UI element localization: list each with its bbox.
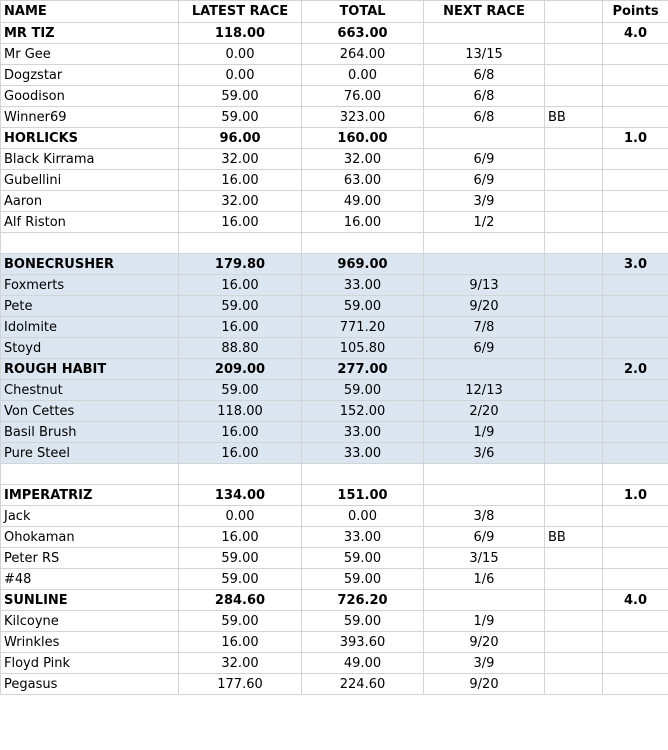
cell-extra xyxy=(545,296,603,317)
cell-next-race: 3/6 xyxy=(424,443,545,464)
cell-next-race: 6/9 xyxy=(424,338,545,359)
cell-points xyxy=(603,380,668,401)
cell-name: Peter RS xyxy=(1,548,179,569)
cell-total: 160.00 xyxy=(302,128,424,149)
cell-extra xyxy=(545,569,603,590)
header-extra xyxy=(545,1,603,23)
cell-extra xyxy=(545,464,603,485)
cell-latest-race: 59.00 xyxy=(179,611,302,632)
cell-name: Stoyd xyxy=(1,338,179,359)
cell-total: 152.00 xyxy=(302,401,424,422)
cell-total xyxy=(302,464,424,485)
cell-total: 151.00 xyxy=(302,485,424,506)
cell-points xyxy=(603,86,668,107)
cell-points xyxy=(603,632,668,653)
cell-extra xyxy=(545,422,603,443)
cell-latest-race: 96.00 xyxy=(179,128,302,149)
cell-latest-race: 16.00 xyxy=(179,317,302,338)
table-row xyxy=(1,149,668,170)
spacer-row xyxy=(1,233,668,254)
cell-latest-race: 16.00 xyxy=(179,632,302,653)
cell-total: 59.00 xyxy=(302,548,424,569)
table-row xyxy=(1,86,668,107)
cell-next-race: 3/8 xyxy=(424,506,545,527)
cell-extra: BB xyxy=(545,527,603,548)
cell-next-race: 6/9 xyxy=(424,170,545,191)
cell-extra xyxy=(545,380,603,401)
cell-latest-race: 59.00 xyxy=(179,380,302,401)
cell-extra xyxy=(545,590,603,611)
cell-latest-race: 59.00 xyxy=(179,569,302,590)
table-row xyxy=(1,674,668,695)
cell-latest-race: 88.80 xyxy=(179,338,302,359)
cell-points xyxy=(603,212,668,233)
cell-next-race: 3/9 xyxy=(424,191,545,212)
cell-total: 323.00 xyxy=(302,107,424,128)
cell-name: MR TIZ xyxy=(1,23,179,44)
cell-total: 663.00 xyxy=(302,23,424,44)
cell-name: Pegasus xyxy=(1,674,179,695)
cell-extra xyxy=(545,86,603,107)
cell-extra xyxy=(545,506,603,527)
cell-extra xyxy=(545,443,603,464)
cell-total: 771.20 xyxy=(302,317,424,338)
table-row xyxy=(1,569,668,590)
cell-extra xyxy=(545,23,603,44)
cell-latest-race: 134.00 xyxy=(179,485,302,506)
team-row xyxy=(1,359,668,380)
cell-points xyxy=(603,674,668,695)
cell-points xyxy=(603,338,668,359)
table-row xyxy=(1,44,668,65)
cell-next-race: 1/2 xyxy=(424,212,545,233)
cell-points xyxy=(603,65,668,86)
cell-next-race xyxy=(424,485,545,506)
cell-name: Wrinkles xyxy=(1,632,179,653)
cell-name: Foxmerts xyxy=(1,275,179,296)
cell-name: Idolmite xyxy=(1,317,179,338)
table-row xyxy=(1,275,668,296)
cell-next-race xyxy=(424,233,545,254)
table-row xyxy=(1,443,668,464)
cell-extra xyxy=(545,128,603,149)
cell-latest-race: 0.00 xyxy=(179,44,302,65)
cell-latest-race xyxy=(179,233,302,254)
cell-extra xyxy=(545,401,603,422)
cell-name: Von Cettes xyxy=(1,401,179,422)
cell-next-race: 6/9 xyxy=(424,527,545,548)
cell-total: 49.00 xyxy=(302,653,424,674)
cell-total: 76.00 xyxy=(302,86,424,107)
cell-next-race xyxy=(424,254,545,275)
cell-name: Winner69 xyxy=(1,107,179,128)
cell-total: 59.00 xyxy=(302,380,424,401)
cell-total: 264.00 xyxy=(302,44,424,65)
cell-latest-race: 179.80 xyxy=(179,254,302,275)
table-row xyxy=(1,170,668,191)
table-row xyxy=(1,107,668,128)
cell-next-race xyxy=(424,23,545,44)
cell-total: 33.00 xyxy=(302,527,424,548)
cell-name: Goodison xyxy=(1,86,179,107)
cell-points xyxy=(603,506,668,527)
cell-name: Mr Gee xyxy=(1,44,179,65)
cell-next-race: 9/20 xyxy=(424,674,545,695)
cell-latest-race: 16.00 xyxy=(179,212,302,233)
cell-latest-race: 59.00 xyxy=(179,86,302,107)
table-row xyxy=(1,191,668,212)
cell-extra xyxy=(545,674,603,695)
cell-name xyxy=(1,464,179,485)
cell-points xyxy=(603,44,668,65)
cell-next-race: 1/9 xyxy=(424,422,545,443)
cell-total: 224.60 xyxy=(302,674,424,695)
cell-total: 393.60 xyxy=(302,632,424,653)
cell-next-race: 1/6 xyxy=(424,569,545,590)
cell-name: Pete xyxy=(1,296,179,317)
cell-name: Black Kirrama xyxy=(1,149,179,170)
table-row xyxy=(1,317,668,338)
cell-name: Jack xyxy=(1,506,179,527)
cell-latest-race: 284.60 xyxy=(179,590,302,611)
cell-points xyxy=(603,170,668,191)
table-row xyxy=(1,632,668,653)
cell-total: 59.00 xyxy=(302,611,424,632)
cell-latest-race: 0.00 xyxy=(179,506,302,527)
cell-points xyxy=(603,149,668,170)
cell-points xyxy=(603,191,668,212)
cell-extra xyxy=(545,653,603,674)
cell-next-race: 12/13 xyxy=(424,380,545,401)
cell-extra xyxy=(545,65,603,86)
team-row xyxy=(1,590,668,611)
cell-points xyxy=(603,275,668,296)
cell-next-race: 9/20 xyxy=(424,632,545,653)
cell-latest-race xyxy=(179,464,302,485)
cell-next-race xyxy=(424,590,545,611)
cell-extra xyxy=(545,548,603,569)
cell-name: Gubellini xyxy=(1,170,179,191)
cell-total: 16.00 xyxy=(302,212,424,233)
table-row xyxy=(1,653,668,674)
cell-latest-race: 16.00 xyxy=(179,422,302,443)
cell-points xyxy=(603,464,668,485)
table-row xyxy=(1,212,668,233)
cell-latest-race: 16.00 xyxy=(179,275,302,296)
cell-name: Kilcoyne xyxy=(1,611,179,632)
cell-points xyxy=(603,317,668,338)
cell-name: Floyd Pink xyxy=(1,653,179,674)
cell-next-race: 6/9 xyxy=(424,149,545,170)
cell-points xyxy=(603,233,668,254)
cell-extra xyxy=(545,233,603,254)
cell-next-race: 6/8 xyxy=(424,65,545,86)
team-row xyxy=(1,485,668,506)
cell-name: Ohokaman xyxy=(1,527,179,548)
cell-next-race: 6/8 xyxy=(424,107,545,128)
cell-next-race xyxy=(424,464,545,485)
cell-extra xyxy=(545,338,603,359)
header-row xyxy=(1,1,668,23)
cell-points xyxy=(603,107,668,128)
cell-total: 277.00 xyxy=(302,359,424,380)
cell-latest-race: 118.00 xyxy=(179,23,302,44)
cell-next-race: 6/8 xyxy=(424,86,545,107)
cell-extra xyxy=(545,611,603,632)
cell-extra xyxy=(545,212,603,233)
cell-points xyxy=(603,422,668,443)
cell-total: 0.00 xyxy=(302,506,424,527)
cell-next-race: 3/9 xyxy=(424,653,545,674)
cell-total: 63.00 xyxy=(302,170,424,191)
cell-next-race: 13/15 xyxy=(424,44,545,65)
cell-points: 2.0 xyxy=(603,359,668,380)
cell-points: 1.0 xyxy=(603,128,668,149)
cell-points: 4.0 xyxy=(603,590,668,611)
cell-total: 105.80 xyxy=(302,338,424,359)
cell-latest-race: 32.00 xyxy=(179,653,302,674)
cell-points xyxy=(603,611,668,632)
header-latest-race: LATEST RACE xyxy=(179,1,302,23)
cell-next-race: 9/13 xyxy=(424,275,545,296)
cell-extra xyxy=(545,44,603,65)
cell-name: SUNLINE xyxy=(1,590,179,611)
cell-points xyxy=(603,653,668,674)
spacer-row xyxy=(1,464,668,485)
table-row xyxy=(1,548,668,569)
cell-points: 3.0 xyxy=(603,254,668,275)
table-row xyxy=(1,422,668,443)
cell-latest-race: 59.00 xyxy=(179,107,302,128)
cell-name: Dogzstar xyxy=(1,65,179,86)
table-row xyxy=(1,401,668,422)
cell-next-race: 2/20 xyxy=(424,401,545,422)
table-row xyxy=(1,527,668,548)
cell-extra xyxy=(545,191,603,212)
cell-next-race: 1/9 xyxy=(424,611,545,632)
cell-points: 1.0 xyxy=(603,485,668,506)
cell-total: 59.00 xyxy=(302,296,424,317)
cell-total: 33.00 xyxy=(302,422,424,443)
team-row xyxy=(1,128,668,149)
cell-total xyxy=(302,233,424,254)
table-row xyxy=(1,611,668,632)
table-row xyxy=(1,296,668,317)
cell-total: 726.20 xyxy=(302,590,424,611)
cell-name xyxy=(1,233,179,254)
cell-name: Alf Riston xyxy=(1,212,179,233)
cell-points xyxy=(603,527,668,548)
cell-next-race: 3/15 xyxy=(424,548,545,569)
table-row xyxy=(1,506,668,527)
cell-latest-race: 32.00 xyxy=(179,191,302,212)
cell-name: BONECRUSHER xyxy=(1,254,179,275)
cell-next-race: 9/20 xyxy=(424,296,545,317)
cell-extra xyxy=(545,632,603,653)
cell-extra xyxy=(545,359,603,380)
cell-name: HORLICKS xyxy=(1,128,179,149)
header-points: Points xyxy=(603,1,668,23)
cell-extra xyxy=(545,317,603,338)
cell-latest-race: 177.60 xyxy=(179,674,302,695)
cell-name: #48 xyxy=(1,569,179,590)
cell-name: Basil Brush xyxy=(1,422,179,443)
cell-points: 4.0 xyxy=(603,23,668,44)
cell-total: 32.00 xyxy=(302,149,424,170)
cell-name: Aaron xyxy=(1,191,179,212)
cell-latest-race: 118.00 xyxy=(179,401,302,422)
cell-extra xyxy=(545,254,603,275)
cell-total: 33.00 xyxy=(302,443,424,464)
cell-name: ROUGH HABIT xyxy=(1,359,179,380)
table-row xyxy=(1,65,668,86)
team-row xyxy=(1,254,668,275)
cell-latest-race: 16.00 xyxy=(179,443,302,464)
cell-points xyxy=(603,296,668,317)
cell-total: 49.00 xyxy=(302,191,424,212)
cell-extra xyxy=(545,170,603,191)
cell-points xyxy=(603,401,668,422)
header-name: NAME xyxy=(1,1,179,23)
header-next-race: NEXT RACE xyxy=(424,1,545,23)
table-row xyxy=(1,338,668,359)
cell-extra xyxy=(545,275,603,296)
cell-latest-race: 209.00 xyxy=(179,359,302,380)
table-row xyxy=(1,380,668,401)
header-total: TOTAL xyxy=(302,1,424,23)
cell-latest-race: 16.00 xyxy=(179,527,302,548)
team-row xyxy=(1,23,668,44)
cell-total: 969.00 xyxy=(302,254,424,275)
cell-latest-race: 16.00 xyxy=(179,170,302,191)
cell-points xyxy=(603,569,668,590)
cell-extra xyxy=(545,149,603,170)
cell-points xyxy=(603,443,668,464)
cell-next-race: 7/8 xyxy=(424,317,545,338)
cell-next-race xyxy=(424,128,545,149)
cell-total: 0.00 xyxy=(302,65,424,86)
cell-total: 33.00 xyxy=(302,275,424,296)
cell-latest-race: 59.00 xyxy=(179,548,302,569)
cell-latest-race: 32.00 xyxy=(179,149,302,170)
cell-next-race xyxy=(424,359,545,380)
cell-points xyxy=(603,548,668,569)
cell-extra: BB xyxy=(545,107,603,128)
cell-latest-race: 0.00 xyxy=(179,65,302,86)
cell-latest-race: 59.00 xyxy=(179,296,302,317)
cell-name: Chestnut xyxy=(1,380,179,401)
cell-name: IMPERATRIZ xyxy=(1,485,179,506)
cell-name: Pure Steel xyxy=(1,443,179,464)
cell-extra xyxy=(545,485,603,506)
cell-total: 59.00 xyxy=(302,569,424,590)
